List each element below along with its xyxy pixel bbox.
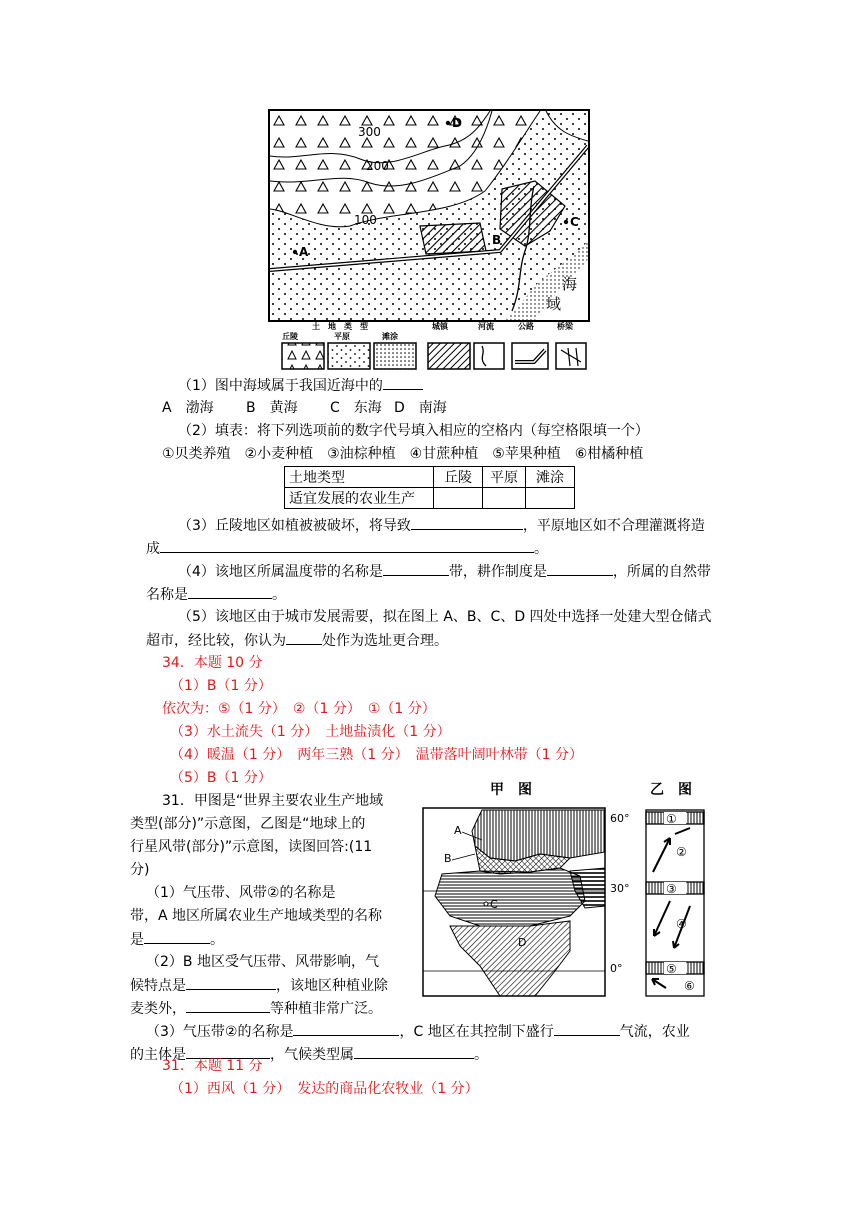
land-use-legend: [272, 320, 592, 372]
option-c: C 东海: [330, 400, 382, 416]
crop-table: [284, 466, 575, 509]
point-a-label: A: [299, 245, 309, 259]
legend-swatch-hill: [282, 343, 324, 369]
q31-intro-4: 分): [130, 862, 150, 878]
answer-blank[interactable]: [383, 375, 423, 390]
ans31-title: 31．本题 11 分: [162, 1058, 263, 1074]
table-header-cell: 平原: [483, 467, 526, 488]
legend-swatch-town: [428, 343, 470, 369]
point-a-label: A: [454, 824, 462, 837]
legend-label-tidal-flat: 滩涂: [382, 332, 398, 341]
legend-label-road: 公路: [518, 322, 534, 331]
table-row-label: 适宜发展的农业生产: [285, 488, 434, 509]
q34-question-2: （2）填表：将下列选项前的数字代号填入相应的空格内（每空格限填一个）: [178, 423, 649, 439]
belt-number-3: ③: [666, 882, 677, 896]
table-header-cell: 土地类型: [285, 467, 434, 488]
option-b: B 黄海: [246, 400, 298, 416]
legend-label-plain: 平原: [334, 332, 350, 341]
lat-label-60: 60°: [610, 812, 630, 825]
q31-question-1-cont2: 是 。: [130, 929, 224, 950]
table-header-cell: 滩涂: [526, 467, 575, 488]
ans34-answer-5: （5）B（1 分）: [170, 770, 272, 786]
contour-label-300: 300: [358, 125, 381, 139]
answer-blank[interactable]: [383, 561, 449, 576]
answer-blank[interactable]: [554, 1021, 620, 1036]
q34-question-1: （1）图中海域属于我国近海中的: [178, 375, 423, 396]
q34-question-2-items: ①贝类养殖 ②小麦种植 ③油棕种植 ④甘蔗种植 ⑤苹果种植 ⑥柑橘种植: [162, 446, 644, 462]
answer-blank[interactable]: [186, 998, 270, 1013]
point-c-label: C: [490, 898, 498, 911]
point-c-label: C: [570, 215, 579, 229]
q31-intro-1: 31．甲图是“世界主要农业生产地域: [162, 793, 384, 809]
belt-number-4: ④: [676, 917, 687, 931]
answer-blank[interactable]: [411, 515, 523, 530]
legend-label-town: 城镇: [432, 322, 448, 331]
q34-question-5-cont: 超市，经比较，你认为 处作为选址更合理。: [146, 630, 448, 651]
answer-blank[interactable]: [293, 1021, 399, 1036]
answer-blank[interactable]: [160, 538, 534, 553]
belt-number-6: ⑥: [684, 979, 695, 993]
legend-swatch-road: [512, 343, 548, 369]
contour-label-100: 100: [354, 213, 377, 227]
sea-label-yu: 域: [546, 295, 562, 313]
belt-number-1: ①: [666, 812, 677, 826]
table-answer-cell[interactable]: [434, 488, 483, 509]
table-header-cell: 丘陵: [434, 467, 483, 488]
legend-label-hill: 丘陵: [282, 332, 298, 341]
q34-question-3: （3）丘陵地区如植被被破坏，将导致 ，平原地区如不合理灌溉将造: [178, 515, 705, 536]
legend-group-title: 土 地 类 型: [312, 322, 368, 331]
map-title-jia: 甲 图: [490, 782, 532, 798]
ans34-answer-2: 依次为：⑤（1 分） ②（1 分） ①（1 分）: [162, 701, 436, 717]
q31-intro-2: 类型(部分)”示意图，乙图是“地球上的: [130, 816, 366, 832]
answer-blank[interactable]: [286, 630, 322, 645]
answer-blank[interactable]: [547, 561, 613, 576]
ans34-title: 34．本题 10 分: [162, 655, 263, 671]
belt-number-5: ⑤: [666, 962, 677, 976]
lat-label-30: 30°: [610, 882, 630, 895]
ans34-answer-4: （4）暖温（1 分） 两年三熟（1 分） 温带落叶阔叶林带（1 分）: [170, 747, 583, 763]
q31-question-2: （2）B 地区受气压带、风带影响，气: [146, 954, 379, 970]
q34-question-1-options: [162, 398, 447, 418]
point-b-label: B: [492, 233, 502, 247]
land-use-map-drawing: [270, 111, 588, 320]
point-d-label: D: [518, 936, 527, 949]
q31-question-1: （1）气压带、风带②的名称是: [146, 885, 336, 901]
q31-question-2-cont: 候特点是 ，该地区种植业除: [130, 975, 388, 996]
answer-blank[interactable]: [354, 1044, 474, 1059]
table-answer-cell[interactable]: [526, 488, 575, 509]
table-header-row: [285, 467, 575, 488]
legend-label-bridge: 桥梁: [557, 322, 573, 331]
table-answer-cell[interactable]: [483, 488, 526, 509]
table-row: [285, 488, 575, 509]
q34-question-4: （4）该地区所属温度带的名称是 带，耕作制度是 ，所属的自然带: [178, 561, 711, 582]
q34-question-5: （5）该地区由于城市发展需要，拟在图上 A、B、C、D 四处中选择一处建大型仓储式: [178, 609, 712, 625]
q31-question-3-cont: 的主体是 ，气候类型属 。: [130, 1044, 488, 1065]
q34-question-4-cont: 名称是 。: [146, 584, 286, 605]
answer-blank[interactable]: [188, 584, 272, 599]
legend-label-river: 河流: [478, 322, 494, 331]
q31-question-3: （3）气压带②的名称是 ，C 地区在其控制下盛行 气流，农业: [146, 1021, 690, 1042]
point-b-label: B: [444, 852, 452, 865]
belt-number-2: ②: [676, 845, 687, 859]
q31-intro-3: 行星风带(部分)”示意图，读图回答:(11: [130, 839, 373, 855]
legend-swatch-plain: [328, 343, 370, 369]
lat-label-0: 0°: [610, 962, 623, 975]
sea-label-hai: 海: [562, 275, 578, 293]
world-agri-wind-belt-figure: [420, 776, 710, 998]
point-d-label: D: [452, 116, 462, 130]
legend-swatch-river: [474, 343, 504, 369]
q31-question-1-cont: 带，A 地区所属农业生产地域类型的名称: [130, 908, 383, 924]
option-d: D 南海: [394, 400, 447, 416]
ans34-answer-3: （3）水土流失（1 分） 土地盐渍化（1 分）: [170, 724, 451, 740]
q31-question-2-cont2: 麦类外， 等种植非常广泛。: [130, 998, 382, 1019]
option-a: A 渤海: [162, 400, 214, 416]
ans31-answer-1: （1）西风（1 分） 发达的商品化农牧业（1 分）: [170, 1081, 479, 1097]
land-use-map: [268, 109, 590, 322]
ans34-answer-1: （1）B（1 分）: [170, 678, 272, 694]
answer-blank[interactable]: [144, 929, 210, 944]
legend-swatch-tidal-flat: [374, 343, 416, 369]
contour-label-200: 200: [366, 159, 389, 173]
map-title-yi: 乙 图: [650, 782, 692, 798]
q34-question-3-cont: 成 。: [146, 538, 548, 559]
answer-blank[interactable]: [186, 975, 276, 990]
